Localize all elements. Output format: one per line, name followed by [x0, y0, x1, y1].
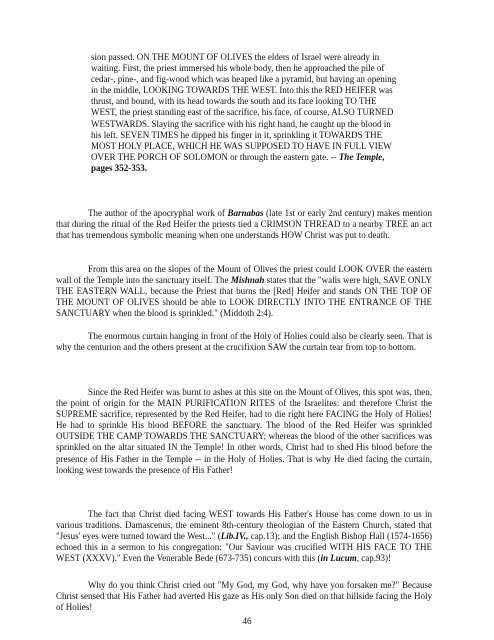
paragraph-mishnah: [56, 264, 432, 319]
p5-text-c: cap.13); and the English Bishop Hall (1574-1656) echoed this in a sermon to his congregation: "Our Saviour was crucified WITH HIS FACE TO THE WEST (XXXV)." Even the Venerable Bede (673-735) concurs with this (: [56, 531, 432, 564]
p1-text-a: The author of the apocryphal work of: [88, 208, 228, 218]
quote-pages: , pages 352-353.: [91, 151, 385, 173]
p5-lucum: in Lucum: [320, 553, 357, 564]
block-quote: [91, 52, 401, 174]
p2-mishnah: Mishnah: [230, 275, 265, 286]
p5-text-a: The fact that Christ died facing WEST towards His Father's House has come down to us in various traditions. Damascenus, the eminent 8th-century theologian of the Eastern Church, stated that "Jesus' eyes were turned toward the West..." (: [56, 509, 432, 542]
p1-text-c: (late 1st or early 2nd century) makes mention that during the ritual of the Red Heifer the priests tied a CRIMSON THREAD to a nearby TREE an act that has tremendous symbolic meaning when one understands HOW Christ was put to death.: [56, 208, 433, 241]
p5-text-e: , cap.93)!: [356, 553, 392, 564]
p2-text-c: states that the "walls were high, SAVE ONLY THE EASTERN WALL, because the Priest that burns the [Red] Heifer and stands ON THE TOP OF THE MOUNT OF OLIVES should be able to LOOK DIRECTLY INTO THE ENTRANCE OF THE SANCTUARY when the blood is sprinkled." (Middoth 2:4).: [56, 275, 432, 319]
page-number: 46: [242, 616, 252, 626]
paragraph-red-heifer: Since the Red Heifer was burnt to ashes at this site on the Mount of Olives, this spot was, then, the point of origin for the MAIN PURIFICATION RITES of the Israelites: and therefore Christ the SUPREME sacrifice, represented by the Red Heifer, had to die right here FACING the Holy of Holies! He had to sprinkle His blood BEFORE the sanctuary. The blood of the Red Heifer was sprinkled OUTSIDE THE CAMP TOWARDS THE SANCTUARY; whereas the blood of the other sacrifices was sprinkled on the altar situated IN the Temple! In other words, Christ had to shed His blood before the presence of His Father in the Temple -- in the Holy of Holies. That is why He died facing the curtain, looking west towards the presence of His Father!: [56, 387, 432, 475]
quote-source: The Temple: [338, 151, 383, 162]
paragraph-forsaken: Why do you think Christ cried out "My God, my God, why have you forsaken me?" Because Christ sensed that His Father had averted His gaze as His only Son died on that hillside facing the Holy of Holies!: [56, 580, 432, 613]
paragraph-curtain: The enormous curtain hanging in front of the Holy of Holies could also be clearly seen. That is why the centurion and the others present at the crucifixion SAW the curtain tear from top to bottom.: [56, 331, 432, 353]
p5-lib: Lib.IV.,: [220, 531, 249, 542]
paragraph-traditions: [56, 509, 432, 564]
quote-text: sion passed. ON THE MOUNT OF OLIVES the elders of Israel were already in waiting. First, the priest immersed his whole body, then he approached the pile of cedar-, pine-, and fig-wood which was heaped like a pyramid, but having an opening in the middle, LOOKING TOWARDS THE WEST. Into this the RED HEIFER was thrust, and bound, with its head towards the south and its face looking TO THE WEST, the priest standing east of the sacrifice, his face, of course, ALSO TURNED WESTWARDS. Slaying the sacrifice with his right hand, he caught up the blood in his left. SEVEN TIMES he dipped his finger in it, sprinkling it TOWARDS THE MOST HOLY PLACE, WHICH HE WAS SUPPOSED TO HAVE IN FULL VIEW OVER THE PORCH OF SOLOMON or through the eastern gate. --: [91, 52, 397, 162]
p1-barnabas: Barnabas: [227, 208, 264, 218]
paragraph-barnabas: [56, 208, 432, 241]
p2-text-a: From this area on the slopes of the Mount of Olives the priest could LOOK OVER the eastern wall of the Temple into the sanctuary itself. The: [56, 264, 432, 286]
